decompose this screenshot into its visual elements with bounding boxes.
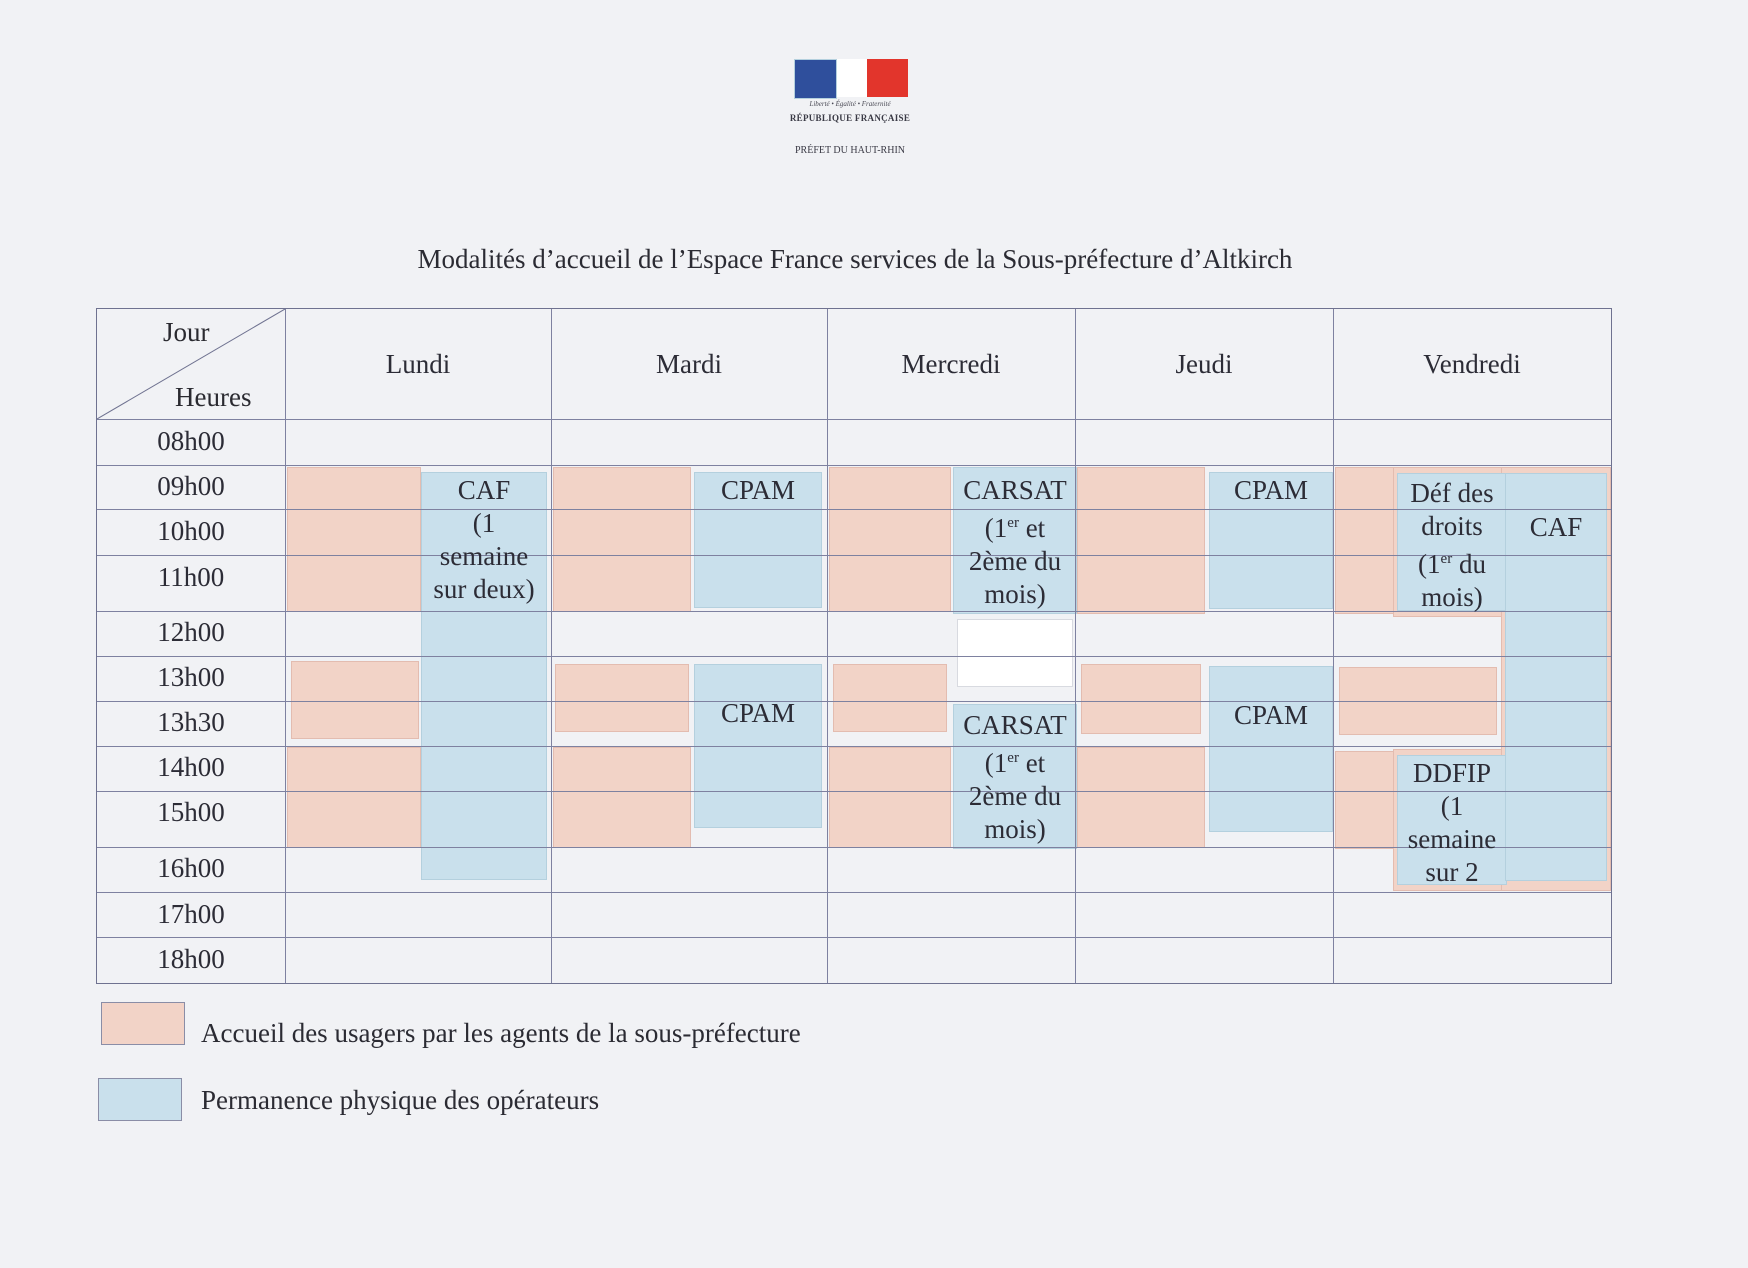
- hour-label: 14h00: [157, 752, 225, 782]
- agents-slot: [555, 664, 689, 732]
- operator-label-vendredi-ddfip: DDFIP (1 semaine sur 2: [1407, 758, 1497, 887]
- operator-label-vendredi-caf: CAF: [1529, 512, 1583, 542]
- hour-label: 11h00: [157, 562, 225, 592]
- operator-label-jeudi-cpam-pm: CPAM: [1233, 700, 1309, 730]
- agents-slot: [1335, 751, 1395, 849]
- hour-label: 16h00: [157, 853, 225, 883]
- legend-swatch-operators: [98, 1078, 182, 1121]
- corner-label-jour: Jour: [163, 317, 210, 347]
- hour-label: 17h00: [157, 899, 225, 929]
- hour-label: 13h00: [157, 662, 225, 692]
- agents-slot: [1077, 467, 1205, 614]
- operator-label-vendredi-def-droits: Déf des droits (1er du mois): [1410, 478, 1494, 612]
- agents-slot: [553, 467, 691, 612]
- operator-label-jeudi-cpam-am: CPAM: [1233, 475, 1309, 505]
- day-header-mercredi: Mercredi: [901, 348, 1001, 379]
- prefect-label: PRÉFET DU HAUT-RHIN: [794, 145, 905, 156]
- legend-swatch-agents: [101, 1002, 185, 1045]
- hour-label: 08h00: [157, 426, 225, 456]
- republic-name: RÉPUBLIQUE FRANÇAISE: [789, 113, 911, 123]
- agents-slot: [829, 747, 951, 848]
- tricolor-flag-icon: [794, 59, 908, 97]
- day-header-lundi: Lundi: [385, 348, 451, 379]
- agents-slot: [829, 467, 951, 612]
- legend-label-operators: Permanence physique des opérateurs: [201, 1085, 600, 1115]
- operator-label-mercredi-carsat-pm: CARSAT (1er et 2ème du mois): [963, 710, 1067, 844]
- operator-label-mercredi-carsat-am: CARSAT (1er et 2ème du mois): [963, 475, 1067, 609]
- operator-slot-jeudi-cpam-pm: [1209, 666, 1333, 832]
- day-header-mardi: Mardi: [656, 348, 722, 379]
- document-title: Modalités d’accueil de l’Espace France services de la Sous-préfecture d’Altkirch: [417, 244, 1293, 274]
- operator-label-mardi-cpam-pm: CPAM: [720, 698, 796, 728]
- operator-label-mardi-cpam-am: CPAM: [720, 475, 796, 505]
- hour-label: 18h00: [157, 944, 225, 974]
- legend-label-agents: Accueil des usagers par les agents de la sous-préfecture: [201, 1018, 801, 1048]
- day-header-vendredi: Vendredi: [1423, 348, 1521, 379]
- agents-slot: [287, 467, 421, 612]
- agents-slot: [833, 664, 947, 732]
- lunch-break-box: [957, 619, 1073, 687]
- agents-slot: [553, 747, 691, 848]
- timetable: [96, 308, 1612, 984]
- agents-slot: [1077, 747, 1205, 848]
- operator-label-lundi-caf: CAF (1 semaine sur deux): [433, 475, 535, 604]
- hour-label: 13h30: [157, 707, 225, 737]
- agents-slot: [291, 661, 419, 739]
- day-header-jeudi: Jeudi: [1175, 348, 1233, 379]
- hour-label: 12h00: [157, 617, 225, 647]
- motto-text: Liberté • Égalité • Fraternité: [809, 100, 891, 108]
- agents-slot: [287, 747, 421, 848]
- agents-slot: [1335, 467, 1395, 614]
- corner-label-heures: Heures: [175, 382, 252, 412]
- agents-slot: [1081, 664, 1201, 734]
- hour-label: 10h00: [157, 516, 225, 546]
- hour-label: 15h00: [157, 797, 225, 827]
- hour-label: 09h00: [157, 471, 225, 501]
